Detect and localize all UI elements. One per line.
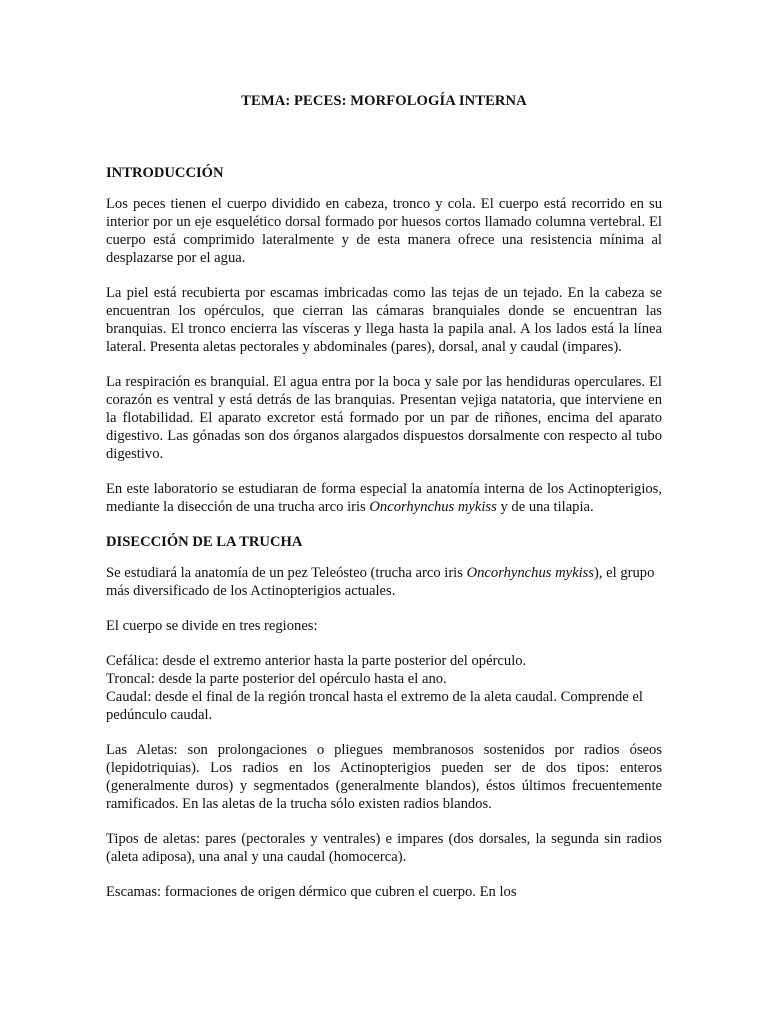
regions-list — [106, 652, 662, 724]
dissection-heading: DISECCIÓN DE LA TRUCHA — [106, 534, 303, 550]
dissection-p1-species: Oncorhynchus mykiss — [466, 565, 594, 581]
dissection-paragraph-2: El cuerpo se divide en tres regiones: — [106, 618, 318, 634]
dissection-p1-text-a: Se estudiará la anatomía de un pez Teleósteo (trucha arco iris — [106, 565, 467, 581]
dissection-p1-text-b: ), el grupo más diversificado de los Actinopterigios actuales. — [106, 565, 655, 599]
intro-paragraph-4 — [106, 480, 662, 516]
intro-p4-species: Oncorhynchus mykiss — [369, 499, 497, 515]
aletas-paragraph: Las Aletas: son prolongaciones o pliegues membranosos sostenidos por radios óseos (lepidotriquias). Los radios en los Actinopterigios pueden ser de dos tipos: enteros (generalmente duros) y segmentados (generalmente blandos), éstos últimos frecuentemente ramificados. En las aletas de la trucha sólo existen radios blandos. — [106, 742, 662, 812]
intro-paragraph-2: La piel está recubierta por escamas imbricadas como las tejas de un tejado. En la cabeza se encuentran los opérculos, que cierran las cámaras branquiales donde se encuentran las branquias. El tronco encierra las vísceras y llega hasta la papila anal. A los lados está la línea lateral. Presenta aletas pectorales y abdominales (pares), dorsal, anal y caudal (impares). — [106, 285, 662, 355]
intro-p4-text-b: y de una tilapia. — [496, 499, 594, 515]
escamas-paragraph: Escamas: formaciones de origen dérmico que cubren el cuerpo. En los — [106, 884, 517, 900]
region-troncal: Troncal: desde la parte posterior del opérculo hasta el ano. — [106, 671, 447, 687]
intro-paragraph-3: La respiración es branquial. El agua entra por la boca y sale por las hendiduras operculares. El corazón es ventral y está detrás de las branquias. Presentan vejiga natatoria, que interviene en la flotabilidad. El aparato excretor está formado por un par de riñones, encima del aparato digestivo. Las gónadas son dos órganos alargados dispuestos dorsalmente con respecto al tubo digestivo. — [106, 374, 662, 462]
dissection-paragraph-1 — [106, 564, 662, 600]
document-title: TEMA: PECES: MORFOLOGÍA INTERNA — [241, 93, 527, 109]
intro-heading: INTRODUCCIÓN — [106, 165, 224, 181]
region-cefalica: Cefálica: desde el extremo anterior hasta la parte posterior del opérculo. — [106, 653, 527, 669]
region-caudal: Caudal: desde el final de la región troncal hasta el extremo de la aleta caudal. Comprende el pedúnculo caudal. — [106, 689, 643, 723]
tipos-aletas-paragraph: Tipos de aletas: pares (pectorales y ventrales) e impares (dos dorsales, la segunda sin radios (aleta adiposa), una anal y una caudal (homocerca). — [106, 831, 662, 865]
intro-p4-text-a: En este laboratorio se estudiaran de forma especial la anatomía interna de los Actinopterigios, mediante la disección de una trucha arco iris — [106, 481, 662, 515]
intro-paragraph-1: Los peces tienen el cuerpo dividido en cabeza, tronco y cola. El cuerpo está recorrido en su interior por un eje esquelético dorsal formado por huesos cortos llamado columna vertebral. El cuerpo está comprimido lateralmente y de esta manera ofrece una resistencia mínima al desplazarse por el agua. — [106, 196, 662, 266]
